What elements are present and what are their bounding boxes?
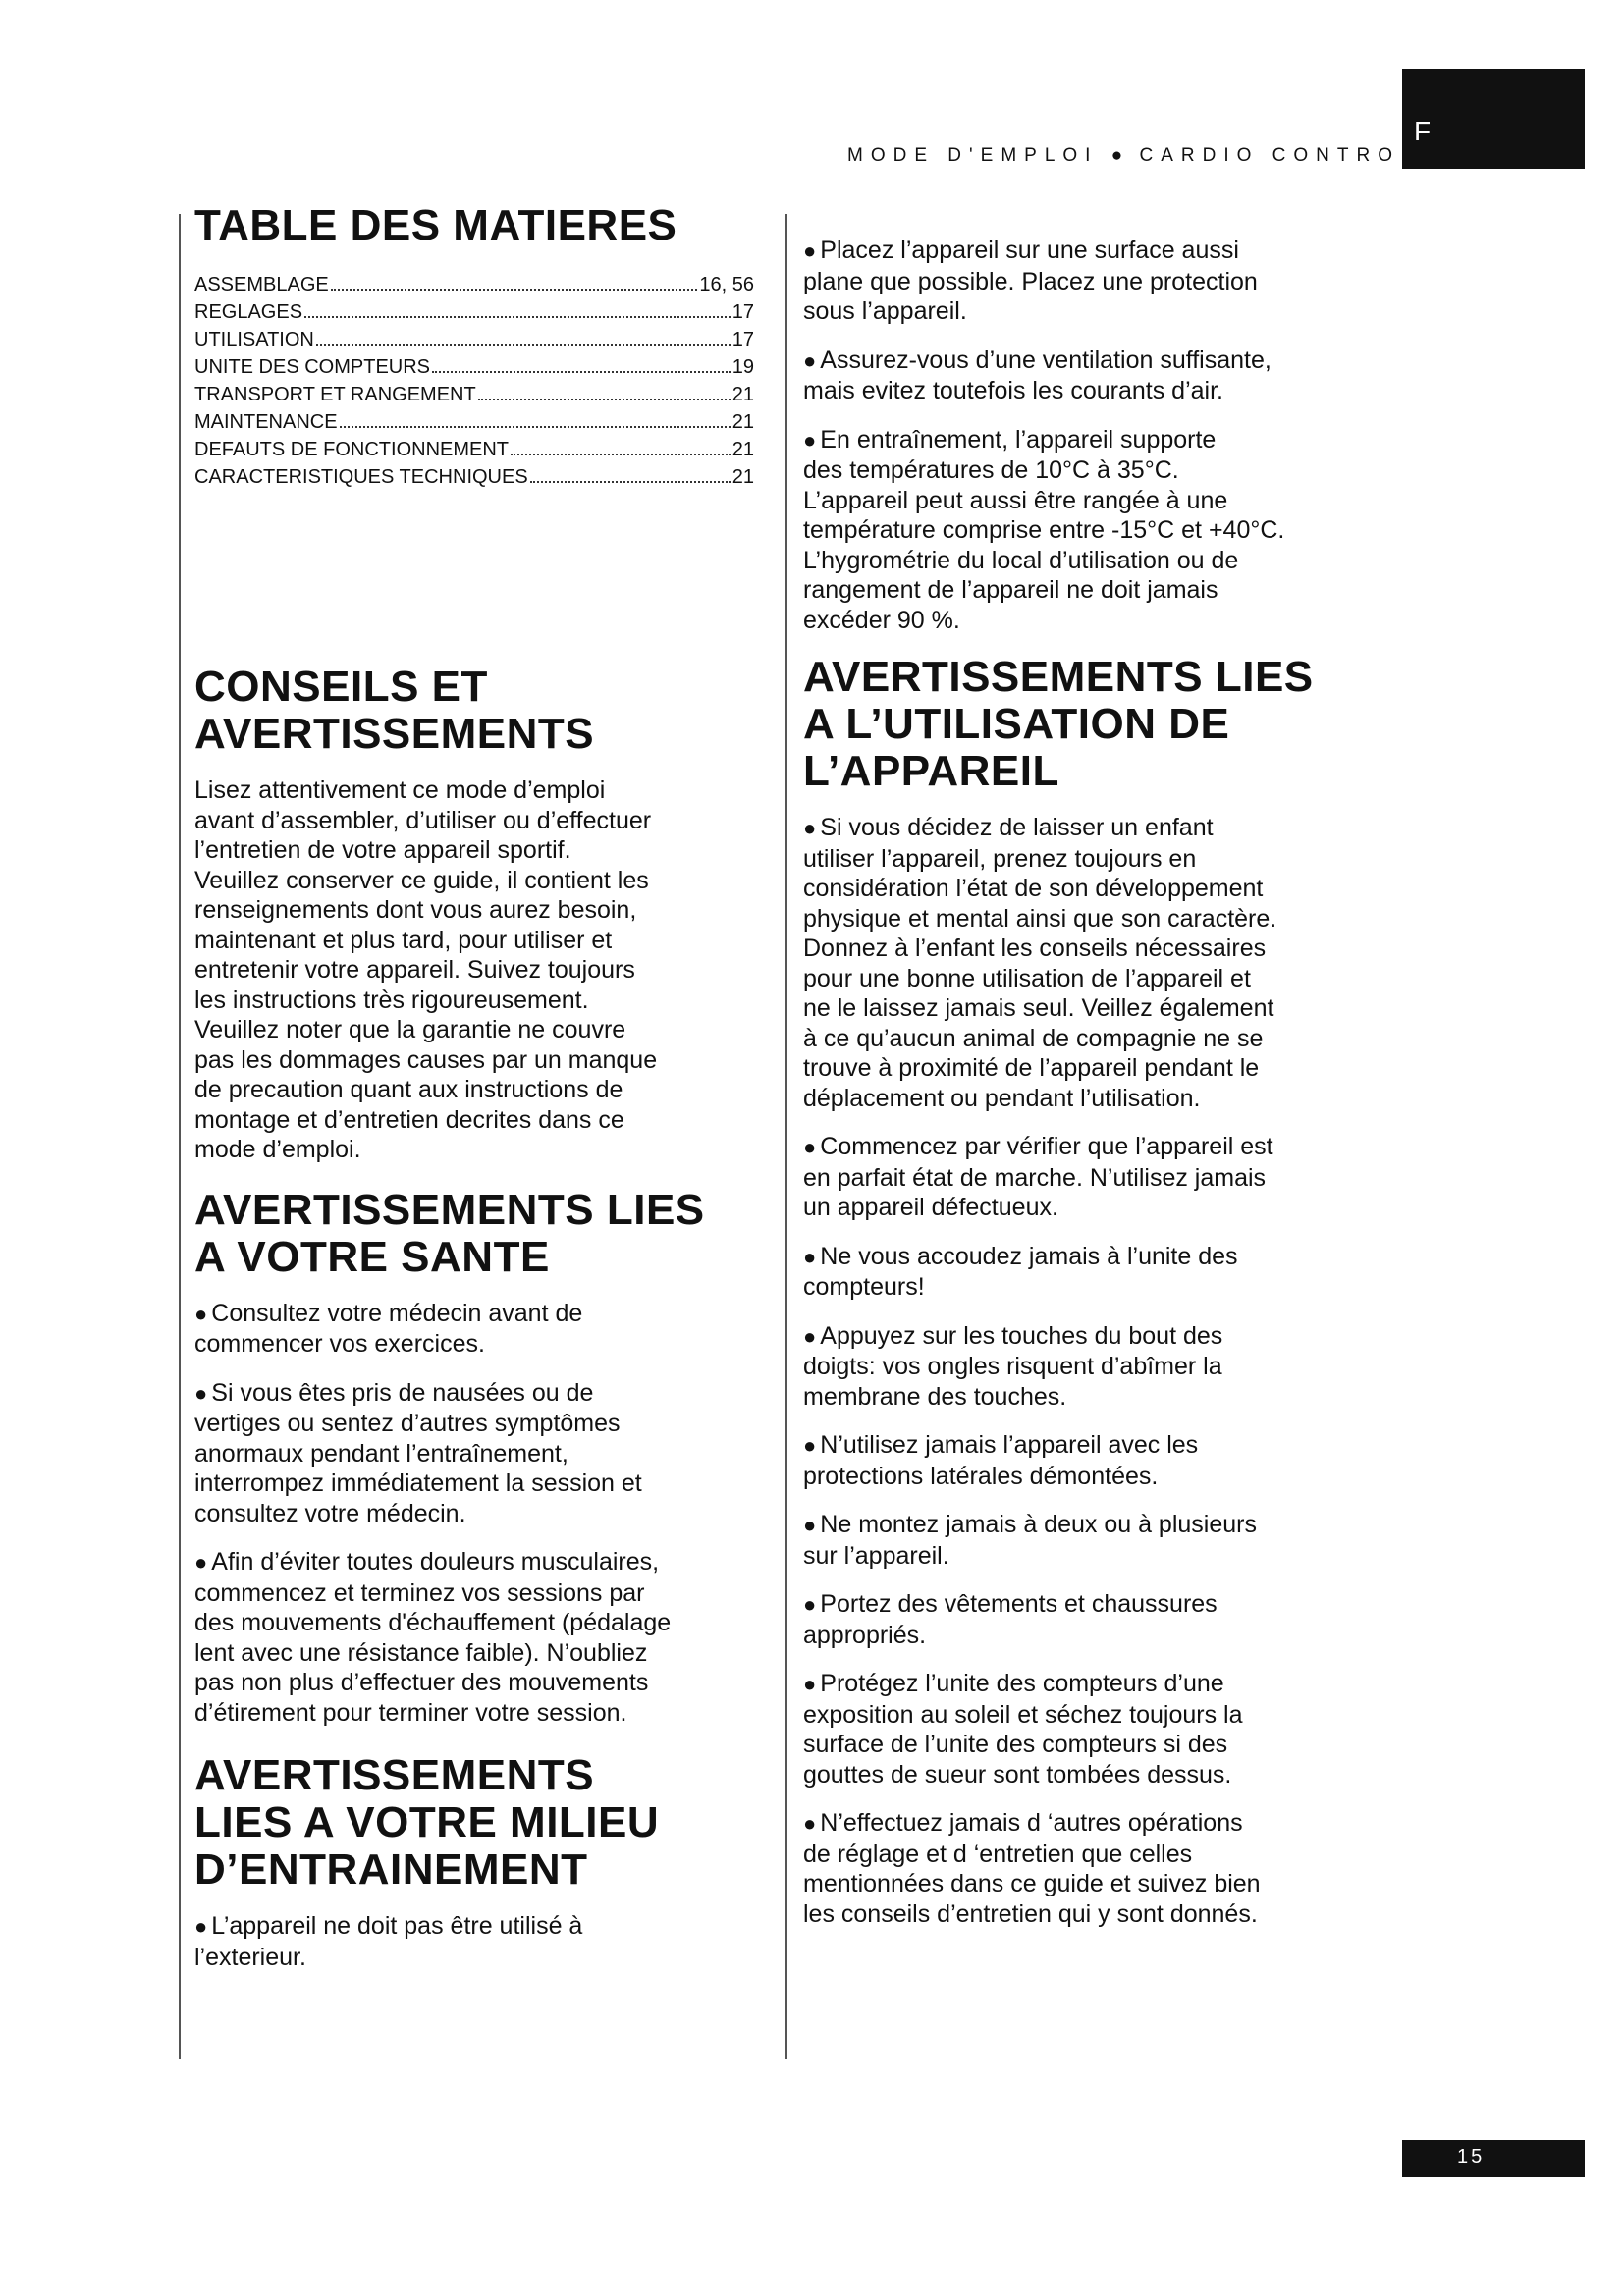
text-line: pas non plus d’effectuer des mouvements <box>194 1669 649 1696</box>
bullet-item <box>803 1242 1363 1303</box>
toc-entry <box>194 298 754 326</box>
text-line: L’hygrométrie du local d’utilisation ou de <box>803 546 1239 574</box>
text-line: N’utilisez jamais l’appareil avec les <box>820 1431 1199 1459</box>
bullet-item <box>803 1669 1363 1789</box>
toc-entry <box>194 271 754 298</box>
text-line: considération l’état de son développement <box>803 875 1264 902</box>
text-line: vertiges ou sentez d’autres symptômes <box>194 1410 621 1437</box>
toc-leader <box>316 343 731 346</box>
toc-entry-label: DEFAUTS DE FONCTIONNEMENT <box>194 439 510 460</box>
toc-leader <box>511 453 731 455</box>
text-line: Si vous êtes pris de nausées ou de <box>211 1378 594 1407</box>
toc-entry <box>194 436 754 463</box>
bullet-icon: ● <box>803 1672 817 1696</box>
bullet-item <box>803 1808 1363 1929</box>
text-line: avant d’assembler, d’utiliser ou d’effectuer <box>194 806 652 834</box>
bullet-icon: ● <box>803 1244 817 1269</box>
toc-entry <box>194 463 754 491</box>
text-line: doigts: vos ongles risquent d’abîmer la <box>803 1353 1222 1380</box>
toc-entry <box>194 326 754 353</box>
text-line: de réglage et d ‘entretien que celles <box>803 1840 1193 1868</box>
toc-entry-page: 21 <box>731 411 754 433</box>
text-line: Placez l’appareil sur une surface aussi <box>820 237 1239 264</box>
text-line: utiliser l’appareil, prenez toujours en <box>803 844 1197 873</box>
language-letter: F <box>1414 116 1433 146</box>
text-line: exposition au soleil et séchez toujours la <box>803 1700 1243 1729</box>
text-line: excéder 90 %. <box>803 606 960 634</box>
text-line: de precaution quant aux instructions de <box>194 1076 623 1103</box>
text-line: des mouvements d'échauffement (pédalage <box>194 1609 672 1636</box>
language-tab <box>1402 69 1585 169</box>
text-line: Si vous décidez de laisser un enfant <box>820 814 1214 841</box>
toc-leader <box>478 398 731 400</box>
bullet-icon: ● <box>803 427 817 453</box>
text-line: Lisez attentivement ce mode d’emploi <box>194 776 606 804</box>
text-line: Ne vous accoudez jamais à l’unite des <box>820 1242 1238 1270</box>
utilisation-title-line: L’APPAREIL <box>803 747 1059 795</box>
text-line: pas les dommages causes par un manque <box>194 1045 658 1074</box>
toc-entry-page: 21 <box>731 384 754 405</box>
toc-leader <box>340 425 731 428</box>
bullet-item <box>194 1547 754 1728</box>
text-line: protections latérales démontées. <box>803 1462 1159 1490</box>
bullet-icon: ● <box>803 1513 817 1537</box>
text-line: l’exterieur. <box>194 1943 306 1971</box>
text-line: l’entretien de votre appareil sportif. <box>194 836 571 864</box>
text-line: température comprise entre -15°C et +40°C. <box>803 516 1285 544</box>
milieu-title-line: AVERTISSEMENTS <box>194 1751 595 1799</box>
running-header-left: MODE D'EMPLOI <box>847 145 1099 166</box>
bullet-icon: ● <box>194 1914 208 1939</box>
utilisation-title-line: A L’UTILISATION DE <box>803 700 1230 748</box>
text-line: Donnez à l’enfant les conseils nécessaires <box>803 934 1267 962</box>
left-column <box>194 202 754 1991</box>
text-line: L’appareil ne doit pas être utilisé à <box>211 1912 583 1940</box>
text-line: des températures de 10°C à 35°C. <box>803 456 1179 484</box>
bullet-item <box>803 236 1363 327</box>
bullet-icon: ● <box>194 1380 208 1406</box>
text-line: d’étirement pour terminer votre session. <box>194 1698 627 1727</box>
toc-entry-label: MAINTENANCE <box>194 411 338 433</box>
text-line: lent avec une résistance faible). N’oubliez <box>194 1638 648 1667</box>
sante-title-line: AVERTISSEMENTS LIES <box>194 1185 705 1234</box>
text-line: mode d’emploi. <box>194 1136 361 1163</box>
text-line: un appareil défectueux. <box>803 1194 1058 1221</box>
bullet-item <box>803 1589 1363 1650</box>
toc-entry-page: 19 <box>731 356 754 378</box>
page-number: 15 <box>1457 2146 1486 2167</box>
bullet-icon: ● <box>803 1323 817 1349</box>
toc-entry-page: 16, 56 <box>699 274 754 295</box>
left-column-rule <box>179 214 181 2059</box>
text-line: Ne montez jamais à deux ou à plusieurs <box>820 1511 1257 1538</box>
right-column <box>803 236 1363 1948</box>
text-line: pour une bonne utilisation de l’appareil et <box>803 964 1251 992</box>
toc-leader <box>530 480 731 483</box>
running-header-dot: ● <box>1110 145 1127 166</box>
toc-entry-page: 17 <box>731 329 754 350</box>
bullet-item <box>194 1299 754 1360</box>
bullet-icon: ● <box>803 816 817 840</box>
text-line: entretenir votre appareil. Suivez toujours <box>194 956 635 984</box>
bullet-icon: ● <box>194 1301 208 1326</box>
toc-entry-page: 21 <box>731 439 754 460</box>
text-line: les instructions très rigoureusement. <box>194 986 589 1014</box>
text-line: en parfait état de marche. N’utilisez jamais <box>803 1163 1267 1192</box>
text-line: Protégez l’unite des compteurs d’une <box>820 1670 1224 1697</box>
text-line: mais evitez toutefois les courants d’air. <box>803 377 1223 404</box>
conseils-title <box>194 664 754 758</box>
toc-entry <box>194 408 754 436</box>
bullet-item <box>803 346 1363 406</box>
bullet-item <box>803 425 1363 636</box>
toc-leader <box>304 315 731 318</box>
conseils-title-line: CONSEILS ET <box>194 663 488 711</box>
text-line: gouttes de sueur sont tombées dessus. <box>803 1760 1232 1789</box>
text-line: consultez votre médecin. <box>194 1499 466 1527</box>
bullet-icon: ● <box>803 1135 817 1159</box>
toc-entry <box>194 353 754 381</box>
page-number-box <box>1402 2140 1585 2177</box>
text-line: N’effectuez jamais d ‘autres opérations <box>820 1809 1243 1837</box>
toc-entry-page: 17 <box>731 301 754 323</box>
text-line: sous l’appareil. <box>803 297 967 325</box>
toc-entry-label: ASSEMBLAGE <box>194 274 329 295</box>
text-line: surface de l’unite des compteurs si des <box>803 1731 1228 1758</box>
text-line: trouve à proximité de l’appareil pendant le <box>803 1054 1260 1082</box>
sante-title-line: A VOTRE SANTE <box>194 1232 550 1281</box>
text-line: membrane des touches. <box>803 1382 1067 1411</box>
toc-leader <box>331 288 698 291</box>
text-line: mentionnées dans ce guide et suivez bien <box>803 1870 1261 1897</box>
text-line: Assurez-vous d’une ventilation suffisante, <box>820 346 1272 374</box>
text-line: les conseils d’entretien qui y sont donnés. <box>803 1899 1258 1928</box>
milieu-title-line: LIES A VOTRE MILIEU <box>194 1798 660 1846</box>
text-line: montage et d’entretien decrites dans ce <box>194 1105 624 1134</box>
text-line: interrompez immédiatement la session et <box>194 1469 642 1497</box>
milieu-title-line: D’ENTRAINEMENT <box>194 1845 588 1894</box>
bullet-item <box>803 1430 1363 1491</box>
utilisation-title-line: AVERTISSEMENTS LIES <box>803 653 1314 701</box>
toc-entry-label: UTILISATION <box>194 329 314 350</box>
text-line: renseignements dont vous aurez besoin, <box>194 896 637 924</box>
bullet-item <box>803 1321 1363 1413</box>
text-line: maintenant et plus tard, pour utiliser et <box>194 926 613 954</box>
bullet-item <box>194 1911 754 1972</box>
text-line: physique et mental ainsi que son caractère. <box>803 904 1277 933</box>
bullet-icon: ● <box>803 1811 817 1836</box>
toc-entry <box>194 381 754 408</box>
toc-entry-label: TRANSPORT ET RANGEMENT <box>194 384 476 405</box>
text-line: Veuillez conserver ce guide, il contient les <box>194 866 649 894</box>
bullet-icon: ● <box>803 1433 817 1458</box>
text-line: à ce qu’aucun animal de compagnie ne se <box>803 1024 1264 1052</box>
conseils-title-line: AVERTISSEMENTS <box>194 710 595 758</box>
text-line: Afin d’éviter toutes douleurs musculaires, <box>211 1548 660 1575</box>
text-line: L’appareil peut aussi être rangée à une <box>803 486 1228 514</box>
running-header <box>847 145 1400 167</box>
bullet-icon: ● <box>194 1550 208 1575</box>
text-line: Appuyez sur les touches du bout des <box>820 1321 1223 1350</box>
text-line: Veuillez noter que la garantie ne couvre <box>194 1016 626 1043</box>
text-line: ne le laissez jamais seul. Veillez également <box>803 994 1274 1022</box>
center-column-rule <box>785 214 787 2059</box>
conseils-paragraph <box>194 775 754 1165</box>
bullet-item <box>803 813 1363 1113</box>
text-line: sur l’appareil. <box>803 1541 949 1570</box>
toc-entry-label: UNITE DES COMPTEURS <box>194 356 431 378</box>
text-line: appropriés. <box>803 1621 927 1649</box>
text-line: commencer vos exercices. <box>194 1330 485 1358</box>
toc-title: TABLE DES MATIERES <box>194 201 677 249</box>
bullet-icon: ● <box>803 347 817 373</box>
text-line: Consultez votre médecin avant de <box>211 1299 583 1327</box>
table-of-contents <box>194 271 754 491</box>
utilisation-title <box>803 654 1363 795</box>
toc-entry-label: REGLAGES <box>194 301 303 323</box>
toc-entry-page: 21 <box>731 466 754 488</box>
bullet-item <box>803 1510 1363 1571</box>
text-line: déplacement ou pendant l’utilisation. <box>803 1084 1201 1112</box>
text-line: commencez et terminez vos sessions par <box>194 1578 645 1607</box>
milieu-title <box>194 1752 754 1894</box>
running-header-right: CARDIO CONTRO <box>1139 145 1400 166</box>
bullet-item <box>803 1132 1363 1223</box>
text-line: Portez des vêtements et chaussures <box>820 1590 1218 1618</box>
sante-title <box>194 1187 754 1281</box>
text-line: plane que possible. Placez une protection <box>803 267 1258 295</box>
text-line: anormaux pendant l’entraînement, <box>194 1439 568 1468</box>
text-line: compteurs! <box>803 1273 925 1301</box>
text-line: En entraînement, l’appareil supporte <box>820 425 1217 454</box>
bullet-item <box>194 1378 754 1529</box>
bullet-icon: ● <box>803 239 817 263</box>
bullet-icon: ● <box>803 1592 817 1617</box>
toc-leader <box>432 370 731 373</box>
text-line: Commencez par vérifier que l’appareil est <box>820 1133 1273 1160</box>
toc-entry-label: CARACTERISTIQUES TECHNIQUES <box>194 466 528 488</box>
text-line: rangement de l’appareil ne doit jamais <box>803 576 1218 604</box>
